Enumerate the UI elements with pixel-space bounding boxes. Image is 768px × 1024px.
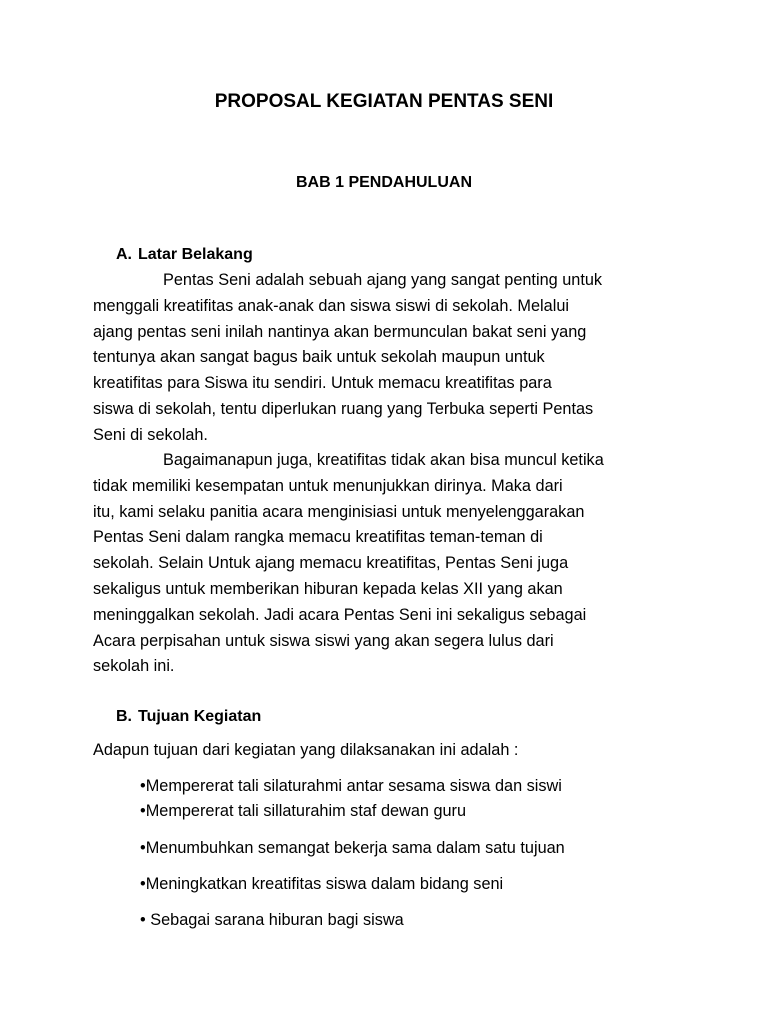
paragraph-line: meninggalkan sekolah. Jadi acara Pentas Seni ini sekaligus sebagai (93, 605, 587, 624)
section-a-marker: A. (116, 246, 132, 263)
list-item: •Mempererat tali sillaturahim staf dewan guru (140, 802, 467, 820)
paragraph-line: itu, kami selaku panitia acara menginisiasi untuk menyelenggarakan (93, 502, 585, 521)
latar-belakang-paragraph-1 (93, 268, 681, 449)
paragraph-line: ajang pentas seni inilah nantinya akan bermunculan bakat seni yang (93, 322, 587, 341)
latar-belakang-paragraph-2 (93, 448, 681, 680)
section-a-title: Latar Belakang (138, 246, 253, 263)
paragraph-line: sekolah ini. (93, 657, 175, 676)
section-a-heading (116, 244, 253, 266)
paragraph-line: sekolah. Selain Untuk ajang memacu kreatifitas, Pentas Seni juga (93, 554, 569, 573)
paragraph-line: menggali kreatifitas anak-anak dan siswa siswi di sekolah. Melalui (93, 296, 570, 315)
paragraph-line: Acara perpisahan untuk siswa siswi yang akan segera lulus dari (93, 631, 554, 650)
paragraph-line: tentunya akan sangat bagus baik untuk sekolah maupun untuk (93, 348, 545, 367)
paragraph-line: siswa di sekolah, tentu diperlukan ruang yang Terbuka seperti Pentas (93, 399, 594, 418)
paragraph-line: Pentas Seni adalah sebuah ajang yang sangat penting untuk (163, 271, 603, 289)
list-item: •Meningkatkan kreatifitas siswa dalam bidang seni (140, 875, 504, 893)
paragraph-line: Seni di sekolah. (93, 425, 208, 444)
tujuan-intro: Adapun tujuan dari kegiatan yang dilaksanakan ini adalah : (93, 741, 519, 759)
paragraph-line: Pentas Seni dalam rangka memacu kreatifitas teman-teman di (93, 528, 543, 547)
list-item: •Mempererat tali silaturahmi antar sesama siswa dan siswi (140, 777, 562, 795)
list-item: •Menumbuhkan semangat bekerja sama dalam satu tujuan (140, 839, 565, 857)
section-b-title: Tujuan Kegiatan (138, 708, 262, 725)
list-item: • Sebagai sarana hiburan bagi siswa (140, 911, 404, 929)
paragraph-line: sekaligus untuk memberikan hiburan kepada kelas XII yang akan (93, 579, 563, 598)
paragraph-line: kreatifitas para Siswa itu sendiri. Untuk memacu kreatifitas para (93, 374, 552, 393)
chapter-heading: BAB 1 PENDAHULUAN (295, 174, 472, 191)
paragraph-line: tidak memiliki kesempatan untuk menunjukkan dirinya. Maka dari (93, 476, 563, 495)
paragraph-line: Bagaimanapun juga, kreatifitas tidak akan bisa muncul ketika (163, 451, 604, 469)
section-b-marker: B. (116, 708, 132, 725)
document-title: PROPOSAL KEGIATAN PENTAS SENI (214, 91, 554, 112)
section-b-heading (116, 706, 261, 728)
